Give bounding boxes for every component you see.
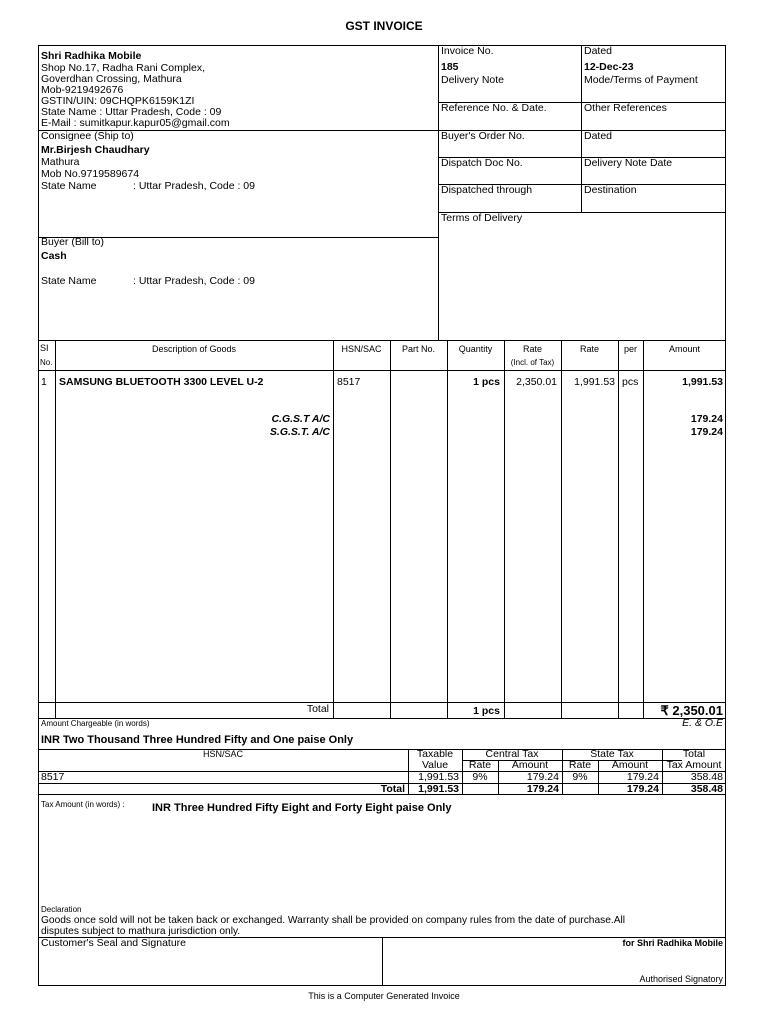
buyer-label: Buyer (Bill to) (41, 236, 105, 248)
cgst-label: C.G.S.T A/C (271, 413, 330, 425)
col-amount: Amount (668, 344, 701, 354)
col-rate-incl-sub: (Incl. of Tax) (510, 358, 555, 367)
col-si: SI (40, 343, 49, 353)
item-quantity: 1 pcs (473, 376, 500, 388)
consignee-city: Mathura (41, 156, 80, 168)
item-rate: 1,991.53 (574, 376, 615, 388)
invoice-date: 12-Dec-23 (584, 61, 634, 73)
col-si-no: No. (40, 358, 53, 367)
item-si: 1 (41, 376, 47, 388)
tax-total-state: 179.24 (626, 783, 659, 795)
buyer-state-value: : Uttar Pradesh, Code : 09 (133, 275, 255, 287)
col-rate-incl: Rate (522, 344, 542, 354)
declaration-line2: disputes subject to mathura jurisdiction only. (41, 926, 241, 937)
amount-words: INR Two Thousand Three Hundred Fifty and One paise Only (41, 734, 354, 746)
items-total-amount: ₹ 2,350.01 (660, 703, 723, 718)
amount-words-label: Amount Chargeable (in words) (41, 719, 150, 728)
tax-col-central-amount: Amount (511, 759, 549, 771)
terms-of-delivery-label: Terms of Delivery (441, 212, 523, 224)
declaration-line1: Goods once sold will not be taken back or exchanged. Warranty shall be provided on company rules from the date of purchase.All (41, 915, 626, 926)
eoe: E. & O.E (682, 717, 723, 729)
declaration-label: Declaration (41, 905, 82, 914)
authorised-signatory: Authorised Signatory (639, 974, 723, 984)
buyer-state-label: State Name (41, 275, 97, 287)
tax-col-total-2: Tax Amount (666, 759, 722, 771)
invoice-no-label: Invoice No. (441, 45, 494, 57)
consignee-state-label: State Name (41, 180, 97, 192)
col-quantity: Quantity (458, 344, 493, 354)
destination-label: Destination (584, 184, 637, 196)
tax-col-central: Central Tax (485, 748, 539, 760)
sgst-amount: 179.24 (690, 426, 723, 438)
item-per: pcs (622, 376, 639, 388)
tax-words: INR Three Hundred Fifty Eight and Forty Eight paise Only (152, 802, 452, 814)
sgst-label: S.G.S.T. A/C (269, 426, 330, 438)
tax-col-total-1: Total (682, 748, 706, 760)
customer-seal-label: Customer's Seal and Signature (41, 937, 187, 949)
delivery-note-date-label: Delivery Note Date (584, 157, 673, 169)
cgst-amount: 179.24 (690, 413, 723, 425)
seller-name: Shri Radhika Mobile (41, 50, 142, 62)
seller-state: State Name : Uttar Pradesh, Code : 09 (41, 106, 222, 118)
tax-col-state-amount: Amount (611, 759, 649, 771)
col-part-no: Part No. (401, 344, 435, 354)
col-rate: Rate (579, 344, 599, 354)
dispatch-doc-label: Dispatch Doc No. (441, 157, 523, 169)
buyers-order-label: Buyer's Order No. (441, 130, 525, 142)
delivery-note-label: Delivery Note (441, 74, 505, 86)
for-company: for Shri Radhika Mobile (622, 938, 723, 948)
tax-row-state-amount: 179.24 (626, 771, 659, 783)
tax-total-taxable: 1,991.53 (418, 783, 459, 795)
buyer-name: Cash (41, 250, 67, 262)
items-total-label: Total (306, 703, 329, 715)
tax-words-label: Tax Amount (in words) : (41, 800, 125, 809)
tax-row-central-rate: 9% (472, 771, 488, 783)
other-references-label: Other References (584, 102, 667, 114)
tax-row-state-rate: 9% (572, 771, 588, 783)
item-description: SAMSUNG BLUETOOTH 3300 LEVEL U-2 (59, 376, 264, 388)
consignee-mobile: Mob No.9719589674 (41, 168, 140, 180)
seller-gstin: GSTIN/UIN: 09CHQPK6159K1ZI (41, 95, 195, 107)
reference-label: Reference No. & Date. (441, 102, 547, 114)
footer-note: This is a Computer Generated Invoice (308, 991, 460, 1001)
dispatched-through-label: Dispatched through (441, 184, 533, 196)
consignee-name: Mr.Birjesh Chaudhary (41, 144, 150, 156)
seller-mobile: Mob-9219492676 (41, 84, 124, 96)
tax-row-central-amount: 179.24 (526, 771, 559, 783)
tax-col-taxable-2: Value (421, 759, 449, 771)
consignee-label: Consignee (Ship to) (41, 130, 134, 142)
tax-col-taxable-1: Taxable (416, 748, 454, 760)
tax-col-state: State Tax (590, 748, 634, 760)
item-amount: 1,991.53 (682, 376, 723, 388)
tax-col-hsn: HSN/SAC (202, 749, 243, 759)
mode-terms-label: Mode/Terms of Payment (584, 74, 698, 86)
tax-total-amount: 358.48 (690, 783, 723, 795)
tax-total-label: Total (380, 783, 405, 795)
col-per: per (623, 344, 637, 354)
tax-row-total: 358.48 (690, 771, 723, 783)
tax-total-central: 179.24 (526, 783, 559, 795)
dated-label: Dated (584, 45, 613, 57)
invoice-no: 185 (441, 61, 459, 73)
dated2-label: Dated (584, 130, 613, 142)
tax-row-taxable: 1,991.53 (418, 771, 459, 783)
item-rate-incl: 2,350.01 (516, 376, 557, 388)
col-description: Description of Goods (151, 344, 237, 354)
items-total-quantity: 1 pcs (473, 705, 500, 717)
seller-email: E-Mail : sumitkapur.kapur05@gmail.com (41, 117, 230, 129)
invoice-title: GST INVOICE (345, 19, 423, 33)
tax-col-state-rate: Rate (568, 759, 592, 771)
seller-address-line2: Goverdhan Crossing, Mathura (41, 73, 182, 85)
seller-address-line1: Shop No.17, Radha Rani Complex, (41, 62, 206, 74)
col-hsn: HSN/SAC (341, 344, 382, 354)
tax-row-hsn: 8517 (41, 771, 65, 783)
tax-col-central-rate: Rate (468, 759, 492, 771)
item-hsn: 8517 (337, 376, 361, 388)
consignee-state-value: : Uttar Pradesh, Code : 09 (133, 180, 255, 192)
